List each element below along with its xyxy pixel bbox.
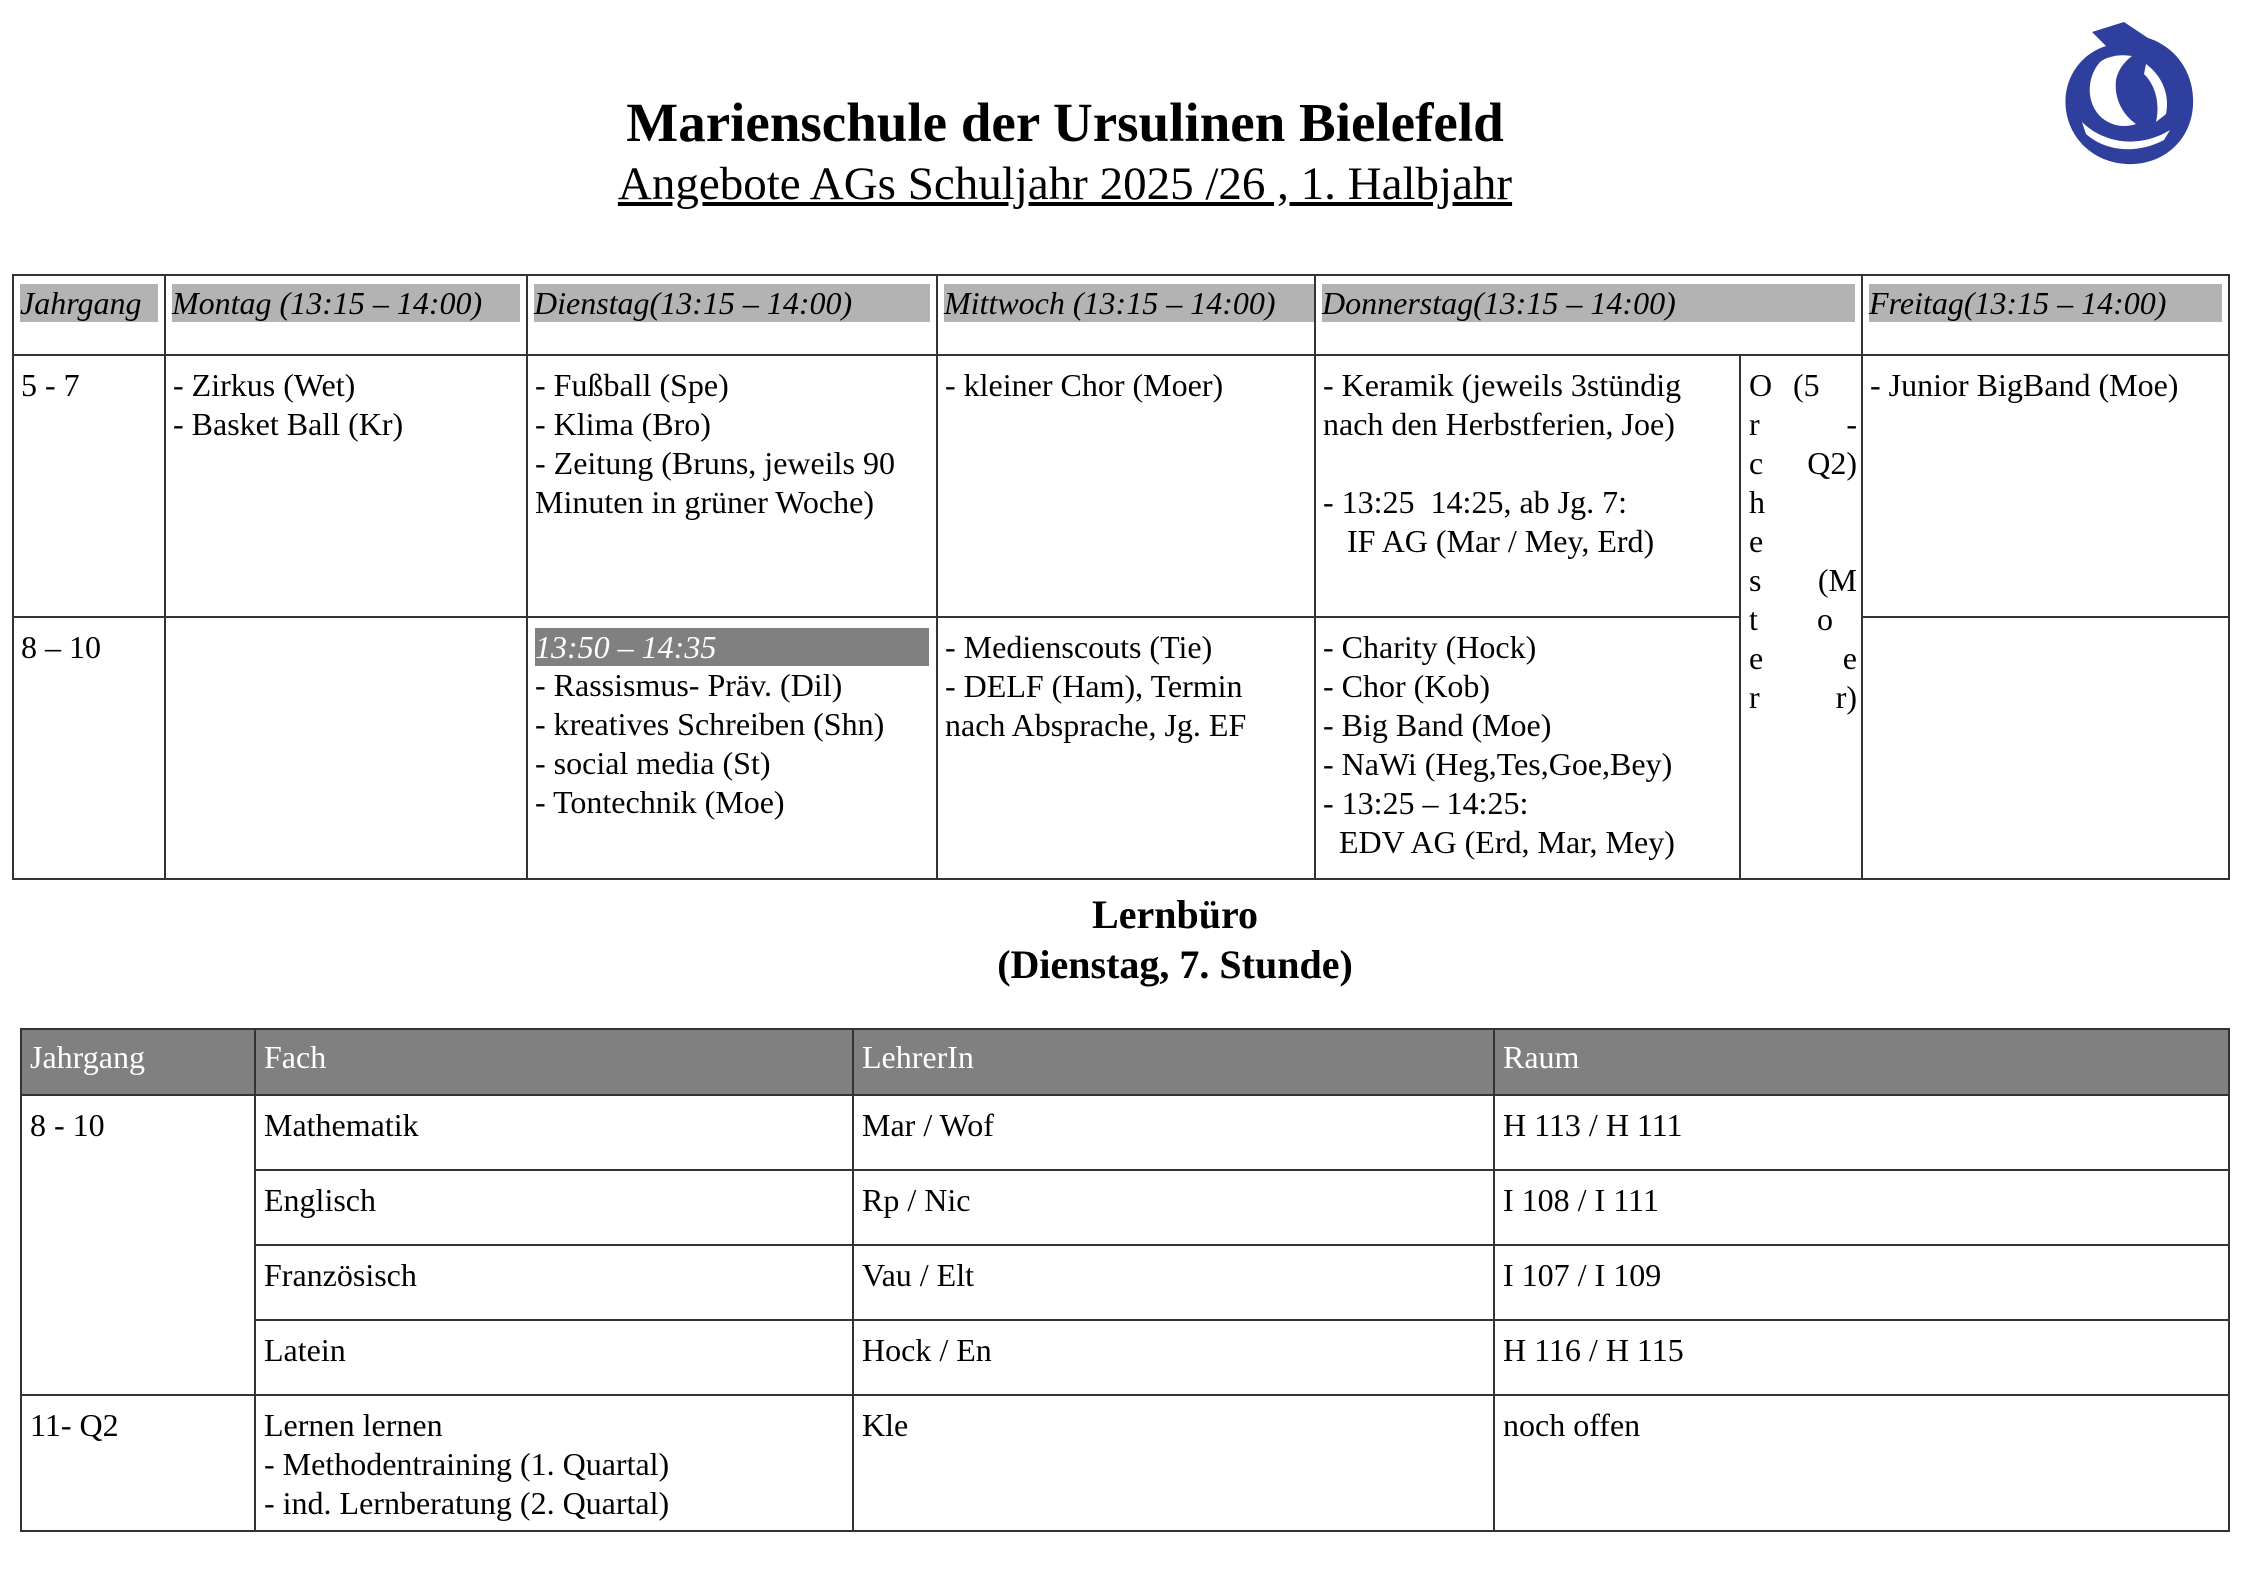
ag-entry: - Junior BigBand (Moe) — [1870, 367, 2179, 403]
cell-freitag — [1862, 355, 2229, 617]
page-title: Marienschule der Ursulinen Bielefeld — [626, 92, 1504, 153]
ag-entry: - Medienscouts (Tie) — [945, 629, 1213, 665]
header-donnerstag: Donnerstag(13:15 – 14:00) — [1315, 275, 1862, 355]
header-freitag: Freitag(13:15 – 14:00) — [1862, 275, 2229, 355]
header-jahrgang: Jahrgang — [13, 275, 165, 355]
cell-lehrer: Vau / Elt — [853, 1245, 1494, 1320]
time-badge: 13:50 – 14:35 — [535, 628, 929, 666]
header-jahrgang: Jahrgang — [21, 1029, 255, 1095]
ag-header-row — [13, 275, 2229, 355]
ag-entry: IF AG (Mar / Mey, Erd) — [1323, 523, 1655, 559]
ag-entry: - Basket Ball (Kr) — [173, 406, 404, 442]
ag-row-5-7 — [13, 355, 2229, 617]
lernbuero-title: Lernbüro (Dienstag, 7. Stunde) — [997, 892, 1353, 987]
lernbuero-header-row — [21, 1029, 2229, 1095]
cell-fach: Englisch — [255, 1170, 853, 1245]
cell-lehrer: Rp / Nic — [853, 1170, 1494, 1245]
cell-fach: Französisch — [255, 1245, 853, 1320]
ag-entry: nach den Herbstferien, Joe) — [1323, 406, 1675, 442]
ag-entry: Minuten in grüner Woche) — [535, 484, 874, 520]
header-fach: Fach — [255, 1029, 853, 1095]
cell-raum: H 116 / H 115 — [1494, 1320, 2229, 1395]
cell-montag — [165, 617, 527, 879]
ag-entry: - kreatives Schreiben (Shn) — [535, 706, 885, 742]
cell-fach: Latein — [255, 1320, 853, 1395]
header-raum: Raum — [1494, 1029, 2229, 1095]
cell-orchester — [1740, 355, 1862, 879]
table-row — [21, 1320, 2229, 1395]
cell-donnerstag — [1315, 355, 1740, 617]
lernbuero-table — [20, 1028, 2230, 1532]
cell-fach: Mathematik — [255, 1095, 853, 1170]
ag-entry: - 13:25 – 14:25: — [1323, 785, 1529, 821]
cell-raum: H 113 / H 111 — [1494, 1095, 2229, 1170]
ag-entry: - NaWi (Heg,Tes,Goe,Bey) — [1323, 746, 1673, 782]
header-dienstag: Dienstag(13:15 – 14:00) — [527, 275, 937, 355]
header-lehrer: LehrerIn — [853, 1029, 1494, 1095]
cell-raum: noch offen — [1494, 1395, 2229, 1531]
table-row — [21, 1170, 2229, 1245]
cell-montag — [165, 355, 527, 617]
ag-entry: - Big Band (Moe) — [1323, 707, 1552, 743]
ag-entry: - Keramik (jeweils 3stündig — [1323, 367, 1682, 403]
header-montag: Montag (13:15 – 14:00) — [165, 275, 527, 355]
ag-entry: nach Absprache, Jg. EF — [945, 707, 1247, 743]
cell-jahrgang: 8 - 10 — [21, 1095, 255, 1395]
ag-row-8-10 — [13, 617, 2229, 879]
ag-entry: - Fußball (Spe) — [535, 367, 729, 403]
cell-lehrer: Hock / En — [853, 1320, 1494, 1395]
ag-table — [12, 274, 2230, 880]
ag-entry: - Tontechnik (Moe) — [535, 784, 785, 820]
ag-entry: - Zeitung (Bruns, jeweils 90 — [535, 445, 895, 481]
ag-entry — [1323, 444, 1732, 483]
ag-entry: - Chor (Kob) — [1323, 668, 1491, 704]
ag-entry: - 13:25 14:25, ab Jg. 7: — [1323, 484, 1627, 520]
ag-entry: - Zirkus (Wet) — [173, 367, 356, 403]
ag-entry: - DELF (Ham), Termin — [945, 668, 1243, 704]
cell-lehrer: Mar / Wof — [853, 1095, 1494, 1170]
ag-entry: - kleiner Chor (Moer) — [945, 367, 1224, 403]
ag-entry: - Charity (Hock) — [1323, 629, 1537, 665]
ag-entry: - Klima (Bro) — [535, 406, 711, 442]
cell-mittwoch — [937, 355, 1315, 617]
cell-dienstag — [527, 355, 937, 617]
ag-entry: - Rassismus- Präv. (Dil) — [535, 667, 843, 703]
cell-lehrer: Kle — [853, 1395, 1494, 1531]
cell-donnerstag — [1315, 617, 1740, 879]
cell-freitag — [1862, 617, 2229, 879]
cell-jahrgang: 8 – 10 — [13, 617, 165, 879]
orchester-note: (5 - Q2) (M o e r) — [1793, 367, 1857, 715]
cell-jahrgang: 11- Q2 — [21, 1395, 255, 1531]
cell-raum: I 108 / I 111 — [1494, 1170, 2229, 1245]
table-row — [21, 1395, 2229, 1531]
table-row — [21, 1095, 2229, 1170]
cell-jahrgang: 5 - 7 — [13, 355, 165, 617]
cell-mittwoch — [937, 617, 1315, 879]
cell-fach: Lernen lernen - Methodentraining (1. Quartal) - ind. Lernberatung (2. Quartal) — [255, 1395, 853, 1531]
page-subtitle: Angebote AGs Schuljahr 2025 /26 , 1. Halbjahr — [617, 158, 1513, 210]
orchester-label: O r c h e s t e r — [1749, 367, 1773, 715]
cell-raum: I 107 / I 109 — [1494, 1245, 2229, 1320]
cell-dienstag — [527, 617, 937, 879]
ag-entry: EDV AG (Erd, Mar, Mey) — [1323, 824, 1675, 860]
header-mittwoch: Mittwoch (13:15 – 14:00) — [937, 275, 1315, 355]
ag-entry: - social media (St) — [535, 745, 771, 781]
table-row — [21, 1245, 2229, 1320]
